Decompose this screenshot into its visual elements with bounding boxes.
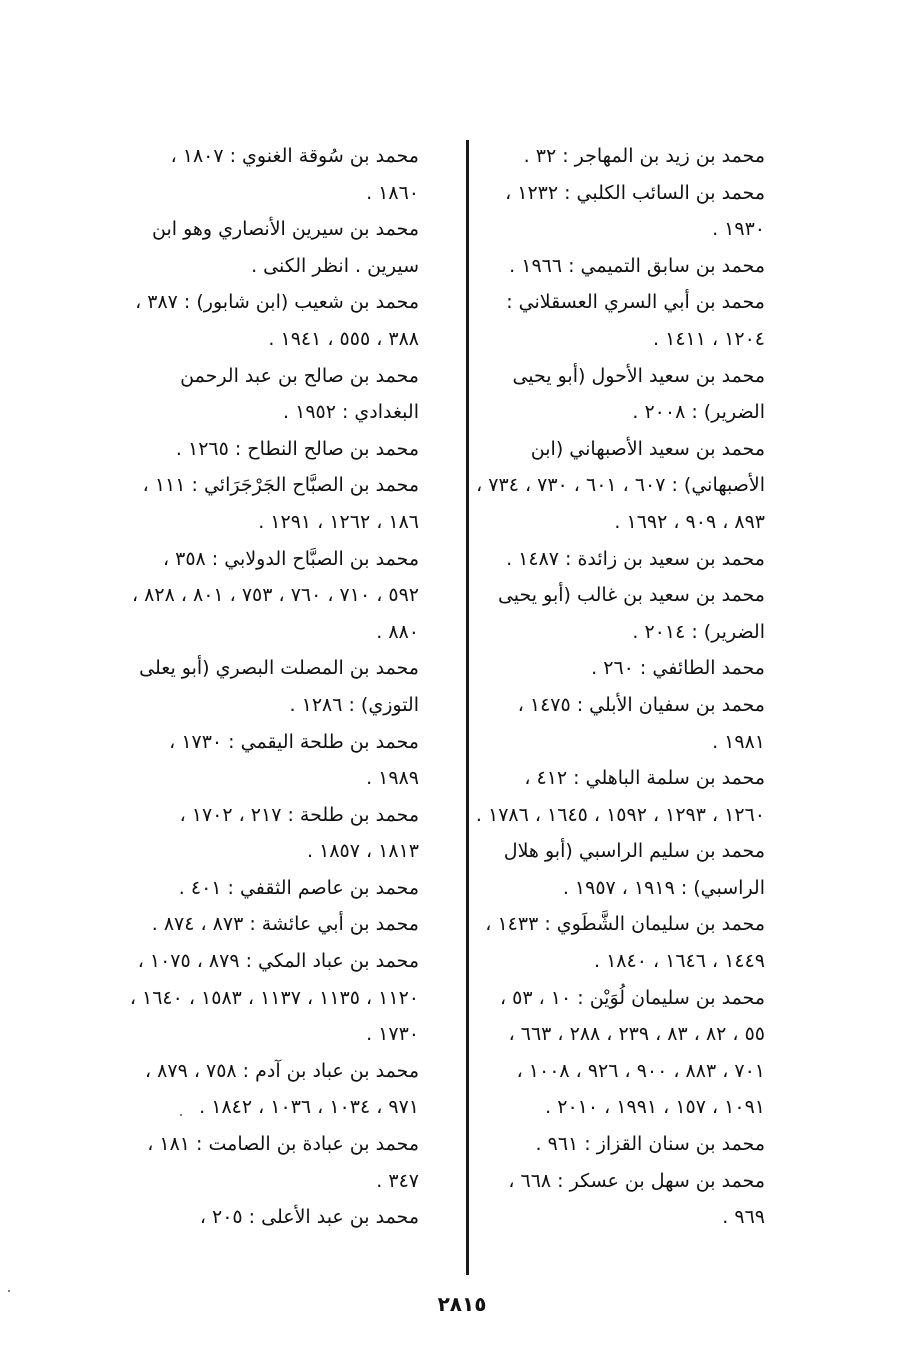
index-line: محمد بن زيد بن المهاجر : ٣٢ . [523, 145, 765, 167]
index-line: محمد بن الصبَّاح الجَرْجَرَائي : ١١١ ، [142, 474, 419, 497]
index-line: محمد بن سعيد بن غالب (أبو يحيى [497, 584, 765, 607]
index-line: ١٧٣٠ . [366, 1023, 419, 1046]
index-line: البغدادي : ١٩٥٢ . [283, 401, 419, 424]
index-line: الضرير) : ٢٠٠٨ . [632, 401, 765, 424]
index-line: ٧٠١ ، ٨٨٣ ، ٩٠٠ ، ٩٢٦ ، ١٠٠٨ ، [516, 1059, 765, 1082]
index-line: محمد بن سابق التميمي : ١٩٦٦ . [509, 254, 765, 277]
page-number: ٢٨١٥ [437, 1292, 487, 1316]
index-line: ٥٩٢ ، ٧١٠ ، ٧٦٠ ، ٧٥٣ ، ٨٠١ ، ٨٢٨ ، [131, 584, 419, 607]
index-line: محمد بن سليمان الشَّطَوي : ١٤٣٣ ، [485, 913, 765, 936]
index-line: محمد بن سلمة الباهلي : ٤١٢ ، [524, 767, 765, 790]
index-line: محمد بن أبي السري العسقلاني : [506, 291, 765, 314]
index-line: محمد بن عبادة بن الصامت : ١٨١ ، [147, 1133, 419, 1156]
index-line: محمد بن سعيد الأحول (أبو يحيى [512, 364, 765, 387]
index-line: ٥٥ ، ٨٢ ، ٨٣ ، ٢٣٩ ، ٢٨٨ ، ٦٦٣ ، [508, 1023, 765, 1046]
index-line: ١٢٦٠ ، ١٢٩٣ ، ١٥٩٢ ، ١٦٤٥ ، ١٧٨٦ . [475, 803, 765, 826]
index-line: محمد بن عباد بن آدم : ٧٥٨ ، ٨٧٩ ، [144, 1059, 419, 1082]
index-line: ٣٨٨ ، ٥٥٥ ، ١٩٤١ . [268, 327, 419, 350]
index-line: الراسبي) : ١٩١٩ ، ١٩٥٧ . [562, 876, 765, 899]
index-line: محمد بن طلحة : ٢١٧ ، ١٧٠٢ ، [179, 803, 419, 826]
index-line: محمد بن الصبَّاح الدولابي : ٣٥٨ ، [162, 547, 419, 570]
index-line: ٩٦٩ . [722, 1206, 765, 1229]
right-column [475, 138, 765, 1236]
index-line: ١٨١٣ ، ١٨٥٧ . [307, 840, 419, 863]
left-column [129, 138, 419, 1236]
index-line: ١٩٣٠ . [712, 218, 765, 241]
index-line: محمد بن سليمان لُوَيْن : ١٠ ، ٥٣ ، [499, 986, 765, 1009]
index-line: الأصبهاني) : ٦٠٧ ، ٦٠١ ، ٧٣٠ ، ٧٣٤ ، [476, 474, 765, 497]
index-line: ٣٤٧ . [376, 1169, 419, 1192]
index-line: محمد بن سنان القزاز : ٩٦١ . [535, 1133, 765, 1156]
index-line: محمد بن سعيد بن زائدة : ١٤٨٧ . [506, 547, 765, 570]
scan-speck [180, 1114, 182, 1116]
index-line: محمد بن صالح بن عبد الرحمن [180, 364, 419, 387]
index-line: ١١٢٠ ، ١١٣٥ ، ١١٣٧ ، ١٥٨٣ ، ١٦٤٠ ، [129, 986, 419, 1009]
index-line: محمد بن عباد المكي : ٨٧٩ ، ١٠٧٥ ، [137, 950, 419, 973]
column-divider [466, 140, 469, 1275]
index-line: ١٢٠٤ ، ١٤١١ . [653, 327, 765, 350]
index-line: ٨٨٠ . [376, 620, 419, 643]
index-line: محمد بن سهل بن عسكر : ٦٦٨ ، [508, 1169, 765, 1192]
index-line: محمد بن سعيد الأصبهاني (ابن [530, 437, 765, 460]
index-line: محمد بن سليم الراسبي (أبو هلال [503, 840, 765, 863]
index-line: ٩٧١ ، ١٠٣٤ ، ١٠٣٦ ، ١٨٤٢ . [199, 1096, 419, 1119]
index-line: سيرين . انظر الكنى . [251, 254, 419, 277]
index-line: ١٨٦٠ . [366, 181, 419, 204]
index-line: محمد بن صالح النطاح : ١٢٦٥ . [175, 437, 419, 460]
index-line: ١٠٩١ ، ١٥٧ ، ١٩٩١ ، ٢٠١٠ . [545, 1096, 765, 1119]
index-line: محمد بن سفيان الأبلي : ١٤٧٥ ، [517, 693, 765, 716]
index-line: محمد بن سُوقة الغنوي : ١٨٠٧ ، [170, 145, 419, 167]
index-line: محمد بن المصلت البصري (أبو يعلى [139, 657, 419, 680]
index-line: ٨٩٣ ، ٩٠٩ ، ١٦٩٢ . [614, 510, 765, 533]
index-line: محمد بن السائب الكلبي : ١٢٣٢ ، [505, 181, 765, 204]
index-line: محمد بن أبي عائشة : ٨٧٣ ، ٨٧٤ . [151, 913, 419, 936]
scan-speck [8, 1290, 10, 1292]
index-line: محمد بن عاصم الثقفي : ٤٠١ . [178, 876, 419, 899]
index-line: محمد بن عبد الأعلى : ٢٠٥ ، [199, 1206, 419, 1229]
index-line: ١٩٨٩ . [366, 767, 419, 790]
index-line: محمد بن طلحة اليقمي : ١٧٣٠ ، [169, 730, 419, 753]
index-line: محمد بن سيرين الأنصاري وهو ابن [152, 218, 419, 241]
index-line: التوزي) : ١٢٨٦ . [289, 693, 419, 716]
index-line: ١٩٨١ . [712, 730, 765, 753]
index-line: محمد بن شعيب (ابن شابور) : ٣٨٧ ، [135, 291, 419, 314]
index-line: ١٤٤٩ ، ١٦٤٦ ، ١٨٤٠ . [593, 950, 765, 973]
index-line: محمد الطائفي : ٢٦٠ . [591, 657, 765, 680]
index-line: الضرير) : ٢٠١٤ . [632, 620, 765, 643]
index-line: ١٨٦ ، ١٢٦٢ ، ١٢٩١ . [258, 510, 419, 533]
